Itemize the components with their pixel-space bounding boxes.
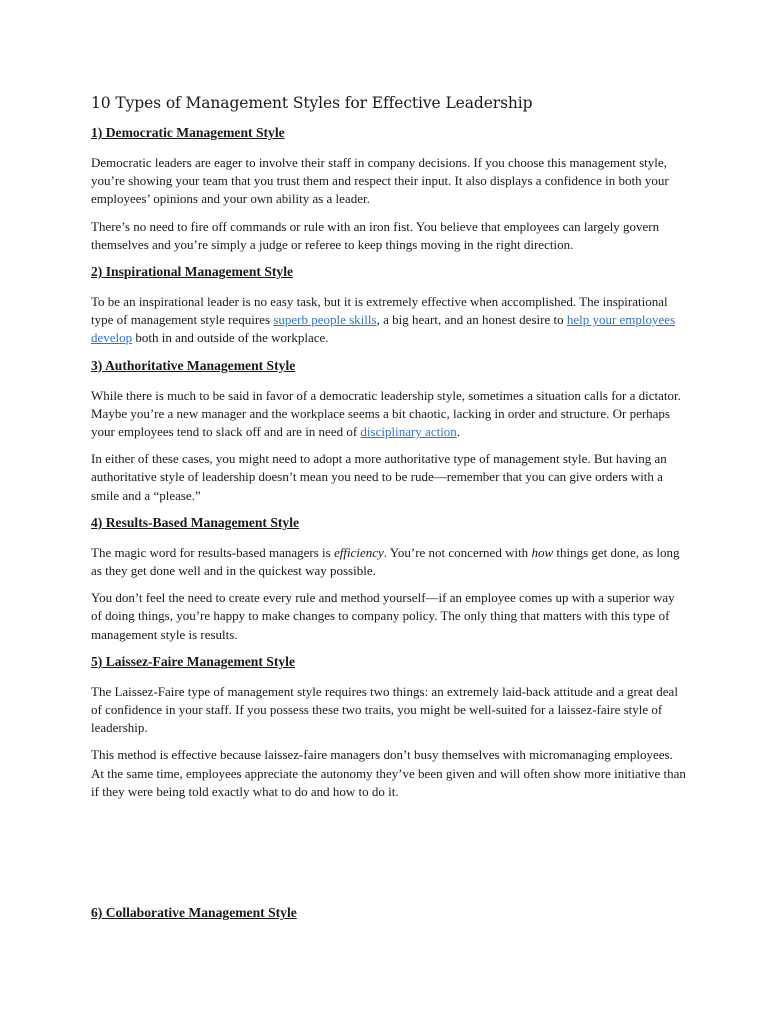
emphasis-text: efficiency: [333, 544, 384, 560]
paragraph-text: .: [456, 424, 461, 440]
superb-people-skills-link[interactable]: superb people skills: [273, 312, 377, 328]
emphasis-text: how: [531, 544, 554, 560]
paragraph: In either of these cases, you might need to adopt a more authoritative type of management style. But having an authoritative style of leadership doesn’t mean you need to be rude—remember that you can give orders with a smile and a “please.”: [91, 451, 667, 503]
paragraph: Democratic leaders are eager to involve their staff in company decisions. If you choose this management style, you’re showing your team that you trust them and respect their input. It also displays a confidence in both your employees’ opinions and your own ability as a leader.: [91, 155, 669, 207]
section-heading-authoritative: 3) Authoritative Management Style: [91, 357, 296, 373]
paragraph: You don’t feel the need to create every rule and method yourself—if an employee comes up with a superior way of doing things, you’re happy to make changes to company policy. The only thing that matters with this type of management style is results.: [91, 590, 675, 642]
help-employees-develop-link[interactable]: help your employees develop: [91, 312, 676, 346]
paragraph-text: The magic word for results-based managers is: [91, 544, 334, 560]
paragraph-text: To be an inspirational leader is no easy task, but it is extremely effective when accomplished. The inspirational type of management style requires: [91, 294, 668, 328]
section-heading-inspirational: 2) Inspirational Management Style: [91, 264, 294, 280]
paragraph-text: , a big heart, and an honest desire to: [376, 312, 567, 328]
page-spacer: [91, 810, 686, 904]
paragraph-text: things get done, as long as they get done well and in the quickest way possible.: [91, 544, 680, 579]
paragraph-text: . You’re not concerned with: [383, 544, 532, 560]
paragraph: There’s no need to fire off commands or rule with an iron fist. You believe that employees can largely govern themselves and you’re simply a judge or referee to keep things moving in the right direction.: [91, 218, 660, 252]
document-title: 10 Types of Management Styles for Effective Leadership: [91, 94, 533, 112]
paragraph-text: both in and outside of the workplace.: [132, 330, 329, 346]
paragraph-text: While there is much to be said in favor of a democratic leadership style, sometimes a situation calls for a dictator. Maybe you’re a new manager and the workplace seems a bit chaotic, lacking in order and structure. Or perhaps your employees tend to slack off and are in need of: [91, 387, 681, 440]
paragraph: [91, 387, 686, 442]
section-heading-collaborative: 6) Collaborative Management Style: [91, 905, 297, 921]
section-heading-democratic: 1) Democratic Management Style: [91, 125, 285, 140]
paragraph: [91, 293, 686, 348]
section-heading-results-based: 4) Results-Based Management Style: [91, 514, 300, 530]
paragraph: This method is effective because laissez-faire managers don’t busy themselves with micromanaging employees. At the same time, employees appreciate the autonomy they’ve been given and will often show more initiative than if they were being told exactly what to do and how to do it.: [91, 747, 686, 799]
disciplinary-action-link[interactable]: disciplinary action: [360, 424, 457, 440]
paragraph: [91, 544, 686, 580]
section-heading-laissez-faire: 5) Laissez-Faire Management Style: [91, 653, 295, 669]
paragraph: The Laissez-Faire type of management style requires two things: an extremely laid-back attitude and a great deal of confidence in your staff. If you possess these two traits, you might be well-suited for a laissez-faire style of leadership.: [91, 683, 678, 736]
